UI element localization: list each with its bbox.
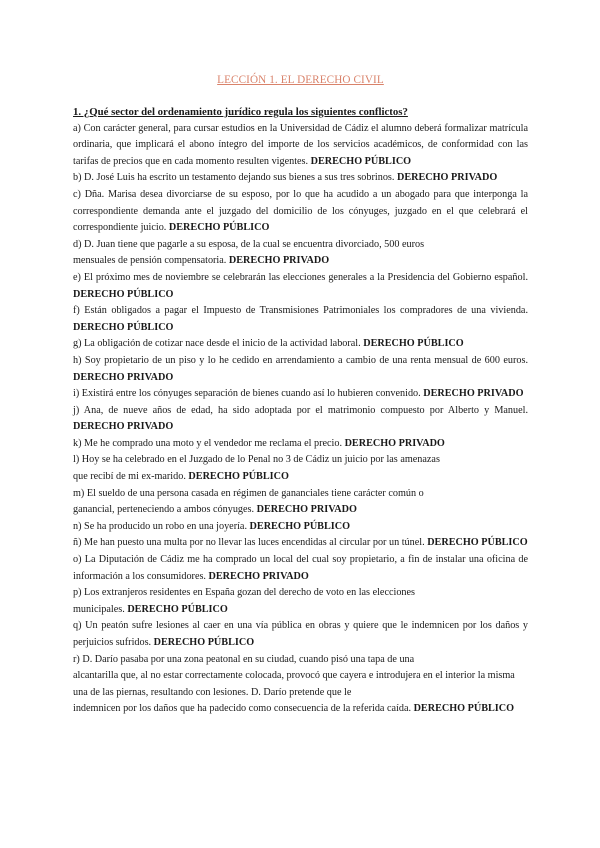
list-item	[73, 170, 528, 187]
answer-label: DERECHO PRIVADO	[396, 172, 498, 184]
item-text: a) Con carácter general, para cursar estudios en la Universidad de Cádiz el alumno deberá formalizar matrícula ordinaria, que implicará el abono íntegro del importe de los servicios académicos, de conformidad con las tarifas de precios que en cada momento resulten vigentes.	[73, 122, 528, 167]
item-line	[73, 668, 528, 685]
item-text: o) La Diputación de Cádiz me ha comprado un local del cual soy propietario, a fin de instalar una oficina de información a los consumidores.	[73, 554, 528, 582]
answer-list	[73, 121, 528, 718]
answer-label: DERECHO PÚBLICO	[310, 155, 412, 167]
answer-label: DERECHO PÚBLICO	[153, 637, 255, 648]
answer-label: DERECHO PRIVADO	[73, 371, 174, 383]
item-text: j) Ana, de nueve años de edad, ha sido adoptada por el matrimonio compuesto por Alberto y Manuel.	[73, 404, 528, 416]
question-heading: 1. ¿Qué sector del ordenamiento jurídico regula los siguientes conflictos?	[73, 106, 408, 118]
answer-label: DERECHO PÚBLICO	[427, 537, 528, 549]
answer-label: DERECHO PÚBLICO	[249, 520, 351, 532]
item-line	[73, 652, 528, 669]
list-item	[73, 519, 528, 536]
answer-label: DERECHO PÚBLICO	[127, 603, 228, 615]
item-line	[73, 502, 528, 519]
answer-label: DERECHO PRIVADO	[423, 388, 524, 400]
item-line	[73, 685, 528, 702]
item-line-text: r) D. Darío pasaba por una zona peatonal en su ciudad, cuando pisó una tapa de una	[73, 653, 415, 665]
list-item	[73, 386, 528, 403]
list-item	[73, 535, 528, 552]
list-item	[73, 652, 528, 718]
item-text: g) La obligación de cotizar nace desde el inicio de la actividad laboral.	[73, 338, 361, 350]
answer-label: DERECHO PRIVADO	[73, 421, 174, 433]
list-item	[73, 237, 528, 270]
item-line	[73, 701, 528, 718]
item-line-text: l) Hoy se ha celebrado en el Juzgado de lo Penal no 3 de Cádiz un juicio por las amenazas	[73, 454, 440, 466]
answer-label: DERECHO PRIVADO	[344, 437, 445, 449]
item-line-text: que recibí de mi ex-marido.	[73, 471, 186, 483]
answer-label: DERECHO PÚBLICO	[363, 338, 464, 350]
list-item	[73, 121, 528, 171]
list-item	[73, 452, 528, 485]
answer-label: DERECHO PRIVADO	[256, 504, 357, 516]
lesson-title: LECCIÓN 1. EL DERECHO CIVIL	[217, 74, 384, 86]
item-line-text: ganancial, perteneciendo a ambos cónyuges.	[73, 504, 255, 516]
item-line-text: d) D. Juan tiene que pagarle a su esposa, de la cual se encuentra divorciado, 500 euros	[73, 238, 425, 250]
answer-label: DERECHO PRIVADO	[208, 570, 309, 582]
list-item	[73, 618, 528, 651]
item-line	[73, 237, 528, 254]
list-item	[73, 336, 528, 353]
item-text: c) Dña. Marisa desea divorciarse de su esposo, por lo que ha acudido a un abogado para que interponga la correspondiente demanda ante el juzgado del domicilio de los cónyuges, juzgado en el que celebrará el correspondiente juicio.	[73, 188, 528, 234]
list-item	[73, 403, 528, 436]
item-text: b) D. José Luis ha escrito un testamento dejando sus bienes a sus tres sobrinos.	[73, 172, 395, 184]
list-item	[73, 353, 528, 386]
item-text: e) El próximo mes de noviembre se celebrarán las elecciones generales a la Presidencia del Gobierno español.	[73, 271, 528, 283]
answer-label: DERECHO PRIVADO	[228, 255, 330, 267]
item-text: f) Están obligados a pagar el Impuesto de Transmisiones Patrimoniales los compradores de una vivienda.	[73, 305, 528, 317]
answer-label: DERECHO PÚBLICO	[188, 471, 289, 483]
item-text: k) Me he comprado una moto y el vendedor me reclama el precio.	[73, 437, 343, 449]
item-line-text: mensuales de pensión compensatoria.	[73, 255, 227, 267]
list-item	[73, 187, 528, 237]
list-item	[73, 436, 528, 453]
item-line	[73, 486, 528, 503]
item-line-text: alcantarilla que, al no estar correctamente colocada, provocó que cayera e introdujera en el interior la misma	[73, 670, 515, 682]
answer-label: DERECHO PÚBLICO	[73, 288, 174, 300]
item-line-text: indemnicen por los daños que ha padecido como consecuencia de la referida caída.	[73, 703, 412, 715]
answer-label: DERECHO PÚBLICO	[168, 222, 270, 234]
list-item	[73, 303, 528, 336]
answer-label: DERECHO PÚBLICO	[73, 321, 174, 333]
item-line-text: una de las piernas, resultando con lesiones. D. Darío pretende que le	[73, 686, 352, 698]
answer-label: DERECHO PÚBLICO	[413, 703, 515, 715]
list-item	[73, 585, 528, 618]
item-text: h) Soy propietario de un piso y lo he cedido en arrendamiento a cambio de una renta mensual de 600 euros.	[73, 354, 528, 366]
item-text: i) Existirá entre los cónyuges separación de bienes cuando así lo hubieren convenido.	[73, 388, 421, 400]
item-line	[73, 452, 528, 469]
item-line	[73, 253, 528, 270]
list-item	[73, 486, 528, 519]
item-text: q) Un peatón sufre lesiones al caer en una vía pública en obras y quiere que le indemnicen por los daños y perjuicios sufridos.	[73, 620, 528, 648]
item-text: n) Se ha producido un robo en una joyería.	[73, 520, 247, 532]
list-item	[73, 270, 528, 303]
item-line-text: p) Los extranjeros residentes en España gozan del derecho de voto en las elecciones	[73, 587, 415, 599]
item-line	[73, 469, 528, 486]
list-item	[73, 552, 528, 585]
item-line-text: municipales.	[73, 603, 125, 615]
item-line	[73, 585, 528, 602]
item-line	[73, 602, 528, 619]
item-line-text: m) El sueldo de una persona casada en régimen de gananciales tiene carácter común o	[73, 487, 424, 499]
item-text: ñ) Me han puesto una multa por no llevar las luces encendidas al circular por un túnel.	[73, 537, 425, 549]
